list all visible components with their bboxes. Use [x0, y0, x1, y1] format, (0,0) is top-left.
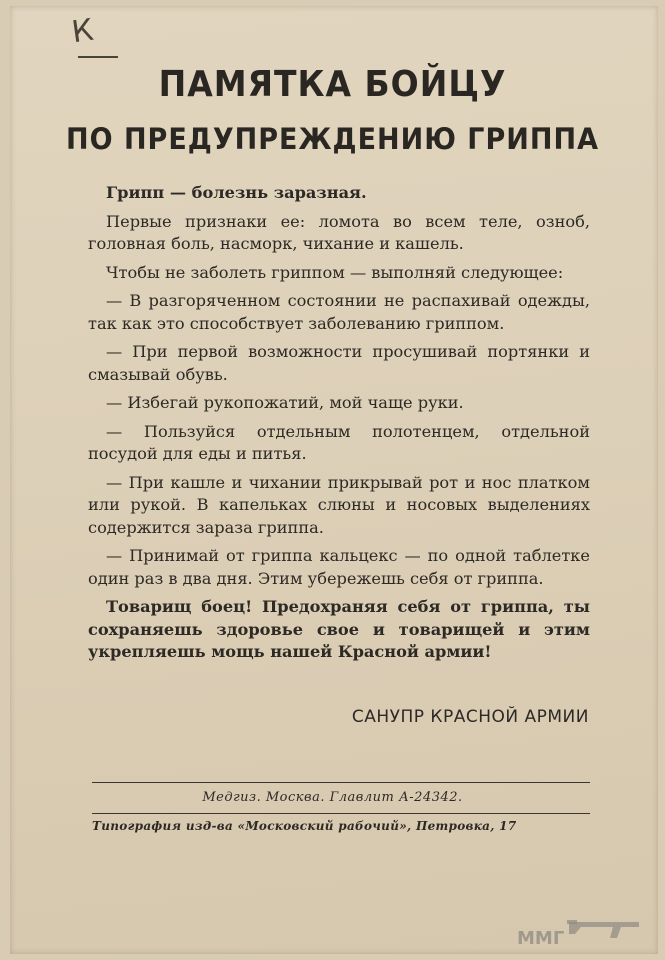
divider-bottom: [92, 813, 590, 814]
divider-top: [92, 782, 590, 783]
instruction-item: — Принимай от гриппа кальцекс — по одной таблетке один раз в два дня. Этим убережешь себя от гриппа.: [88, 546, 590, 588]
paragraph-lead: Грипп — болезнь заразная.: [106, 183, 367, 202]
appeal-paragraph: Товарищ боец! Предохраняя себя от гриппа, ты сохраняешь здоровье свое и товарищей и этим укрепляешь мощь нашей Красной армии!: [88, 597, 590, 661]
paragraph-instructions-intro: Чтобы не заболеть гриппом — выполняй следующее:: [106, 262, 564, 282]
watermark-logo: [511, 908, 651, 952]
paragraph-symptoms: Первые признаки ее: ломота во всем теле, озноб, головная боль, насморк, чихание и кашель.: [88, 211, 590, 253]
printer-imprint: Типография изд-ва «Московский рабочий», Петровка, 17: [92, 819, 517, 833]
signature: САНУПР КРАСНОЙ АРМИИ: [351, 707, 589, 727]
watermark-text: ММГ: [517, 928, 565, 949]
instruction-item: — Избегай рукопожатий, мой чаще руки.: [106, 393, 464, 412]
instruction-item: — При кашле и чихании прикрывай рот и нос платком или рукой. В капельках слюны и носовых выделениях содержится зараза гриппа.: [88, 472, 590, 537]
instruction-item: — При первой возможности просушивай портянки и смазывай обувь.: [88, 342, 590, 384]
handwritten-mark: К: [69, 12, 96, 51]
handwritten-underline: [78, 56, 118, 58]
leaflet-body: [88, 182, 590, 670]
title-line-1: ПАМЯТКА БОЙЦУ: [158, 62, 507, 105]
watermark-gun-icon: [511, 908, 651, 952]
instruction-item: — Пользуйся отдельным полотенцем, отдельной посудой для еды и питья.: [88, 421, 590, 463]
instruction-item: — В разгоряченном состоянии не распахивай одежды, так как это способствует заболеванию гриппом.: [88, 291, 590, 333]
publisher-imprint: Медгиз. Москва. Главлит А-24342.: [202, 790, 463, 805]
title-line-2: ПО ПРЕДУПРЕЖДЕНИЮ ГРИППА: [66, 122, 599, 157]
